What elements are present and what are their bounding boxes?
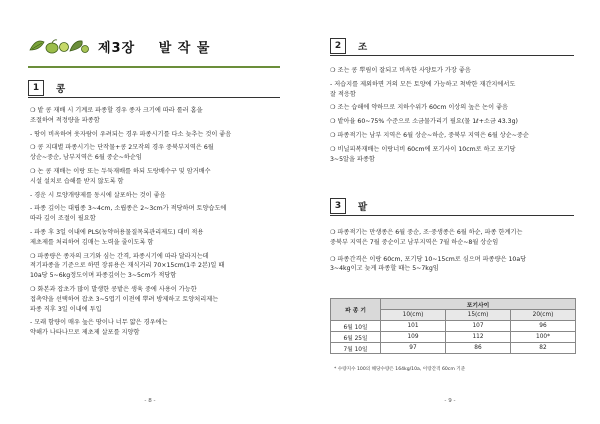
- section-divider: [330, 215, 574, 216]
- table-row: [331, 332, 576, 343]
- table-cell: 6월 25일: [331, 332, 381, 343]
- table-column-header: 15(cm): [446, 310, 511, 321]
- page-number-left: - 8 -: [144, 398, 156, 404]
- table-cell: 6월 10일: [331, 321, 381, 332]
- section-number: 1: [28, 80, 44, 96]
- body-line: ❍ 콩 지대별 파종시기는 단작물+콩 2모작의 경우 중북부지역은 6월: [30, 144, 214, 152]
- body-line: 적기파종을 기준으로 하면 장류용은 재식거리 70×15cm(1주 2본)일 때: [30, 262, 225, 270]
- body-line: - 모래 함량이 매우 높은 땅이나 너무 얇은 경우에는: [30, 319, 168, 327]
- body-line: 3~5알을 파종함: [330, 155, 375, 163]
- section-header-3: [330, 198, 367, 214]
- table-row-header: 파 종 기: [331, 299, 381, 321]
- body-line: ❍ 파종량은 종자의 크기와 심는 간격, 파종시기에 따라 달라지는데: [30, 252, 209, 260]
- table-cell: 96: [511, 321, 576, 332]
- yield-table: [330, 298, 576, 354]
- right-page: [300, 0, 600, 424]
- body-line: ❍ 파종적기는 만생종은 6월 중순, 조·중생종은 6월 하순, 파종 한계기는: [330, 229, 523, 236]
- body-line: ❍ 밭 콩 재배 시 기계로 파종할 경우 종자 크기에 따라 롤러 홈을: [30, 107, 203, 114]
- millet-body: [330, 66, 578, 164]
- table-column-header: 10(cm): [381, 310, 446, 321]
- table-group-header: 포기사이: [381, 299, 576, 310]
- body-line: ❍ 조는 콩 뿌림이 잘되고 비옥한 사양토가 가장 좋음: [330, 67, 471, 74]
- body-line: 따라 깊이 조절이 필요함: [30, 215, 96, 223]
- table-footnote: * 수량지수 100의 해당수량은 164kg/10a, 이랑간격 60cm 기준: [334, 367, 466, 372]
- body-line: 잘 적응함: [330, 90, 356, 98]
- body-line: 제초제를 처리하여 김매는 노력을 줄이도록 함: [30, 238, 154, 246]
- body-line: ❍ 밭아율 60~75% 수준으로 소금물가리기 필요(물 1ℓ+소금 43.3g): [330, 118, 518, 126]
- section-divider: [28, 97, 280, 98]
- body-line: 접촉약을 선택하여 잡초 3~5엽기 이전에 뿌려 방제하고 토양처리제는: [30, 295, 219, 303]
- body-line: ❍ 논 콩 재배는 이랑 또는 두둑재배를 하되 도랑배수구 및 암거배수: [30, 167, 211, 175]
- table-cell: 107: [446, 321, 511, 332]
- section-label: 팥: [358, 202, 368, 213]
- section-label: 조: [358, 42, 368, 53]
- vegetables-illustration-icon: [28, 36, 90, 56]
- chapter-header: [28, 36, 280, 58]
- body-line: 중북부 지역은 7월 중순이고 남부지역은 7월 하순~8월 상순임: [330, 238, 499, 246]
- body-line: 10a당 5~6kg정도이며 파종깊이는 3~5cm가 적당함: [30, 272, 177, 280]
- section-header-2: [330, 38, 367, 54]
- body-line: ❍ 조는 습해에 약하므로 지하수위가 60cm 이상의 높은 논이 좋음: [330, 104, 509, 112]
- body-line: 조절하여 적정량을 파종함: [30, 116, 100, 124]
- chapter-title: [98, 37, 210, 56]
- body-line: 파종 직후 3일 이내에 투입: [30, 305, 102, 313]
- body-line: ❍ 파종간격은 이랑 60cm, 포기당 10~15cm로 심으며 파종량은 10a당: [330, 255, 527, 263]
- body-line: 시설 설치로 습해를 받지 않도록 함: [30, 177, 124, 185]
- section-label: 콩: [56, 84, 66, 95]
- table-cell: 101: [381, 321, 446, 332]
- body-line: ❍ 파종적기는 남부 지역은 6월 상순~하순, 중북부 지역은 6월 상순~중순: [330, 131, 529, 139]
- section-number: 3: [330, 198, 346, 214]
- soybean-body: [30, 106, 282, 338]
- chapter-subtitle: 발 작 물: [158, 41, 211, 56]
- body-line: 상순~중순, 남부지역은 6월 중순~하순임: [30, 154, 142, 162]
- body-line: 3~4kg이고 늦게 파종할 때는 5~7kg임: [330, 265, 439, 273]
- section-number: 2: [330, 38, 346, 54]
- section-divider: [330, 55, 574, 56]
- table-cell: 7월 10일: [331, 343, 381, 354]
- body-line: 약해가 나타나므로 제초제 살포를 지양함: [30, 329, 140, 337]
- page-number-right: - 9 -: [444, 398, 456, 404]
- table-cell: 112: [446, 332, 511, 343]
- body-line: ❍ 화본과 잡초가 많이 발생한 콩밭은 생육 중에 사용이 가능한: [30, 285, 197, 293]
- body-line: - 파종 후 3일 이내에 PLS(농약허용물질목록관리제도) 대비 적용: [30, 228, 204, 236]
- body-line: ❍ 비닐피복재배는 이랑너비 60cm에 포기사이 10cm로 하고 포기당: [330, 145, 516, 153]
- table-column-header: 20(cm): [511, 310, 576, 321]
- table-cell: 82: [511, 343, 576, 354]
- table-row: [331, 343, 576, 354]
- body-line: - 땅이 비옥하여 웃자람이 우려되는 경우 파종시기를 다소 늦추는 것이 좋음: [30, 130, 232, 138]
- table-row: [331, 321, 576, 332]
- section-header-1: [28, 80, 65, 96]
- table-cell: 86: [446, 343, 511, 354]
- table-cell: 100*: [511, 332, 576, 343]
- table-cell: 109: [381, 332, 446, 343]
- chapter-divider: [28, 66, 280, 68]
- body-line: - 저습지를 제외하면 거의 모든 토양에 가능하고 척박한 재간지에서도: [330, 80, 516, 88]
- redbean-body: [330, 228, 578, 274]
- chapter-number: 제3장: [98, 41, 136, 56]
- table-cell: 97: [381, 343, 446, 354]
- body-line: - 경운 시 토양개량제를 동시에 살포하는 것이 좋음: [30, 191, 166, 199]
- body-line: - 파종 깊이는 대립종 3~4cm, 소립종은 2~3cm가 적당하며 토양습도에: [30, 205, 227, 213]
